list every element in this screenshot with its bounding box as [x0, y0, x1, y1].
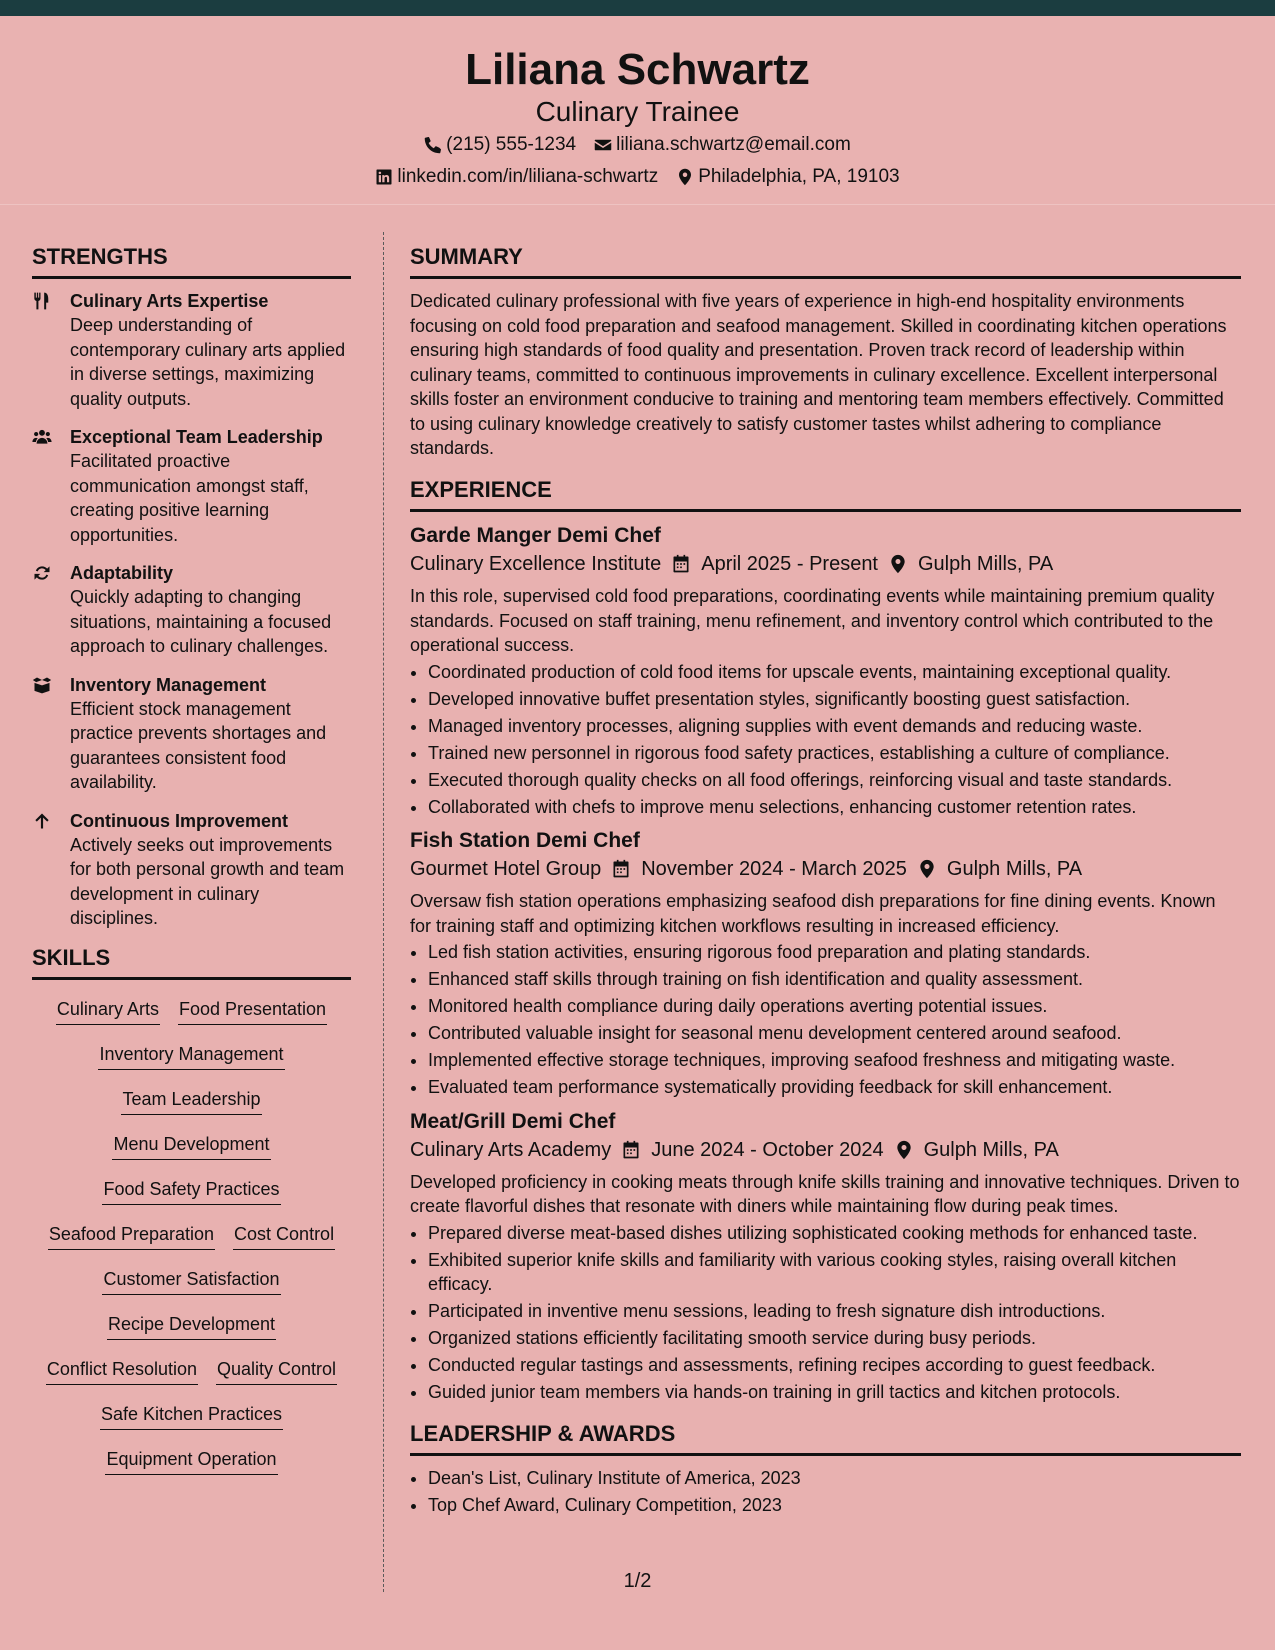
sync-icon — [32, 561, 70, 659]
skill-tag: Recipe Development — [107, 1313, 276, 1340]
column-divider — [383, 232, 384, 1592]
job-location: Gulph Mills, PA — [918, 553, 1054, 576]
right-column — [410, 244, 1241, 1520]
job-bullet: • Monitored health compliance during daily operations averting potential issues. — [428, 994, 1241, 1019]
strength-body — [70, 809, 351, 931]
map-marker-icon — [917, 859, 937, 879]
phone-icon — [424, 136, 442, 154]
skill-row — [32, 1403, 351, 1448]
strength-description: Facilitated proactive communication amongst staff, creating positive learning opportunities. — [70, 451, 309, 545]
job-bullet: • Exhibited superior knife skills and familiarity with various cooking styles, raising overall kitchen efficacy. — [428, 1248, 1241, 1297]
calendar-icon — [621, 1140, 641, 1160]
job-bullets — [410, 940, 1241, 1100]
location-text: Philadelphia, PA, 19103 — [698, 166, 900, 187]
strength-description: Efficient stock management practice prevents shortages and guarantees consistent food availability. — [70, 698, 327, 793]
job-bullet: • Guided junior team members via hands-on training in grill tactics and kitchen protocols. — [428, 1380, 1241, 1405]
skill-row — [32, 1043, 351, 1088]
arrow-up-icon — [32, 809, 70, 931]
awards-list — [410, 1466, 1241, 1518]
users-icon — [32, 425, 70, 547]
map-marker-icon — [676, 168, 694, 186]
strength-title: Inventory Management — [70, 674, 267, 695]
strength-description: Quickly adapting to changing situations, maintaining a focused approach to culinary challenges. — [70, 587, 332, 657]
job-bullet: • Participated in inventive menu sessions, leading to fresh signature dish introductions. — [428, 1299, 1241, 1324]
skill-row — [32, 1268, 351, 1313]
calendar-icon — [671, 554, 691, 574]
strengths-list — [32, 289, 351, 931]
award-item: • Dean's List, Culinary Institute of America, 2023 — [428, 1466, 1241, 1491]
linkedin-icon — [375, 168, 393, 186]
job-dates: April 2025 - Present — [701, 553, 878, 576]
strength-title: Exceptional Team Leadership — [70, 427, 323, 448]
skill-tag: Cost Control — [233, 1223, 335, 1250]
skill-row — [32, 998, 351, 1043]
job-entry — [410, 522, 1241, 819]
page-number: 1/2 — [623, 1570, 652, 1592]
skill-tag: Equipment Operation — [105, 1448, 277, 1475]
skill-row — [32, 1313, 351, 1358]
job-bullets — [410, 660, 1241, 820]
job-company: Gourmet Hotel Group — [410, 858, 602, 881]
job-bullet: • Trained new personnel in rigorous food safety practices, establishing a culture of compliance. — [428, 741, 1241, 766]
strength-body — [70, 673, 351, 795]
job-title: Garde Manger Demi Chef — [410, 524, 661, 548]
job-bullet: • Implemented effective storage techniques, improving seafood freshness and mitigating waste. — [428, 1048, 1241, 1073]
job-bullet: • Prepared diverse meat-based dishes utilizing sophisticated cooking methods for enhanced taste. — [428, 1221, 1241, 1246]
email-contact[interactable] — [594, 134, 851, 157]
award-item: • Top Chef Award, Culinary Competition, 2023 — [428, 1493, 1241, 1518]
job-bullet: • Collaborated with chefs to improve menu selections, enhancing customer retention rates. — [428, 795, 1241, 820]
experience-heading: EXPERIENCE — [410, 477, 1241, 512]
job-company: Culinary Excellence Institute — [410, 553, 662, 576]
skill-tag: Food Safety Practices — [102, 1178, 280, 1205]
job-bullet: • Managed inventory processes, aligning supplies with event demands and reducing waste. — [428, 714, 1241, 739]
skill-tag: Team Leadership — [121, 1088, 261, 1115]
candidate-title: Culinary Trainee — [535, 96, 740, 127]
summary-text: Dedicated culinary professional with five years of experience in high-end hospitality environments focusing on cold food preparation and seafood management. Skilled in coordinating kitchen operations ensuring high standards of food quality and presentation. Proven track record of leadership within culinary teams, committed to continuous improvements in culinary excellence. Excellent interpersonal skills foster an environment conducive to training and mentoring team members effectively. Committed to using culinary knowledge creatively to satisfy customer tastes whilst adhering to compliance standards. — [410, 291, 1227, 459]
skill-row — [32, 1448, 351, 1493]
awards-heading: LEADERSHIP & AWARDS — [410, 1421, 1241, 1456]
box-icon — [32, 673, 70, 795]
job-dates: June 2024 - October 2024 — [651, 1138, 884, 1161]
job-description: In this role, supervised cold food preparations, coordinating events while maintaining premium quality standards. Focused on staff training, menu refinement, and inventory control which contributed to the operational success. — [410, 586, 1215, 656]
strength-description: Actively seeks out improvements for both personal growth and team development in culinary disciplines. — [70, 834, 345, 929]
job-location: Gulph Mills, PA — [923, 1138, 1059, 1161]
job-bullets — [410, 1221, 1241, 1405]
job-description: Developed proficiency in cooking meats through knife skills training and innovative techniques. Driven to create flavorful dishes that resonate with diners while maintaining flow during peak times. — [410, 1171, 1240, 1217]
job-bullet: • Executed thorough quality checks on all food offerings, reinforcing visual and taste standards. — [428, 768, 1241, 793]
strength-item — [32, 425, 351, 547]
email-text: liliana.schwartz@email.com — [616, 134, 851, 155]
job-meta — [410, 1136, 1241, 1164]
strength-title: Adaptability — [70, 563, 174, 584]
linkedin-text: linkedin.com/in/liliana-schwartz — [397, 166, 659, 187]
skill-tag: Menu Development — [112, 1133, 270, 1160]
job-meta — [410, 855, 1241, 883]
skills-list — [32, 990, 351, 1493]
map-marker-icon — [888, 554, 908, 574]
top-accent-bar — [0, 0, 1275, 16]
strength-item — [32, 673, 351, 795]
skills-heading: SKILLS — [32, 945, 351, 980]
skill-tag: Culinary Arts — [56, 998, 160, 1025]
linkedin-contact[interactable] — [375, 166, 658, 189]
left-column — [32, 244, 351, 1493]
skill-tag: Food Presentation — [178, 998, 327, 1025]
summary-heading: SUMMARY — [410, 244, 1241, 279]
job-description: Oversaw fish station operations emphasizing seafood dish preparations for fine dining events. Known for training staff and optimizing kitchen workflows resulting in increased efficiency. — [410, 891, 1216, 936]
skill-tag: Inventory Management — [98, 1043, 284, 1070]
job-bullet: • Developed innovative buffet presentation styles, significantly boosting guest satisfaction. — [428, 687, 1241, 712]
job-location: Gulph Mills, PA — [946, 858, 1083, 881]
job-entry — [410, 827, 1241, 1100]
strength-title: Continuous Improvement — [70, 810, 289, 831]
contact-row-2 — [0, 166, 1275, 189]
job-title: Meat/Grill Demi Chef — [410, 1109, 616, 1133]
job-bullet: • Enhanced staff skills through training on fish identification and quality assessment. — [428, 967, 1241, 992]
strengths-heading: STRENGTHS — [32, 244, 351, 279]
phone-contact[interactable] — [424, 134, 576, 157]
experience-list — [410, 522, 1241, 1405]
strength-title: Culinary Arts Expertise — [70, 291, 269, 312]
skill-row — [32, 1358, 351, 1403]
job-entry — [410, 1108, 1241, 1405]
strength-body — [70, 425, 351, 547]
skill-row — [32, 1223, 351, 1268]
job-bullet: • Contributed valuable insight for seasonal menu development centered around seafood. — [428, 1021, 1241, 1046]
strength-body — [70, 289, 351, 411]
job-company: Culinary Arts Academy — [410, 1138, 612, 1161]
strength-item — [32, 561, 351, 659]
skill-tag: Quality Control — [216, 1358, 337, 1385]
location-contact — [676, 166, 899, 189]
job-title: Fish Station Demi Chef — [410, 829, 640, 853]
envelope-icon — [594, 136, 612, 154]
resume-header — [0, 16, 1275, 205]
calendar-icon — [611, 859, 631, 879]
job-bullet: • Evaluated team performance systematically providing feedback for skill enhancement. — [428, 1075, 1241, 1100]
job-bullet: • Coordinated production of cold food items for upscale events, maintaining exceptional quality. — [428, 660, 1241, 685]
skill-row — [32, 1133, 351, 1178]
utensils-icon — [32, 289, 70, 411]
strength-item — [32, 289, 351, 411]
strength-description: Deep understanding of contemporary culinary arts applied in diverse settings, maximizing quality outputs. — [70, 315, 346, 409]
skill-tag: Safe Kitchen Practices — [100, 1403, 283, 1430]
strength-body — [70, 561, 351, 659]
strength-item — [32, 809, 351, 931]
job-bullet: • Led fish station activities, ensuring rigorous food preparation and plating standards. — [428, 940, 1241, 965]
phone-text: (215) 555-1234 — [446, 134, 577, 155]
skill-row — [32, 1178, 351, 1223]
skill-tag: Customer Satisfaction — [102, 1268, 280, 1295]
skill-row — [32, 1088, 351, 1133]
job-dates: November 2024 - March 2025 — [641, 858, 907, 881]
job-bullet: • Organized stations efficiently facilitating smooth service during busy periods. — [428, 1326, 1241, 1351]
skill-tag: Seafood Preparation — [48, 1223, 215, 1250]
skill-tag: Conflict Resolution — [46, 1358, 198, 1385]
job-bullet: • Conducted regular tastings and assessments, refining recipes according to guest feedback. — [428, 1353, 1241, 1378]
job-meta — [410, 550, 1241, 578]
map-marker-icon — [894, 1140, 914, 1160]
candidate-name: Liliana Schwartz — [465, 45, 810, 94]
contact-row-1 — [0, 134, 1275, 157]
